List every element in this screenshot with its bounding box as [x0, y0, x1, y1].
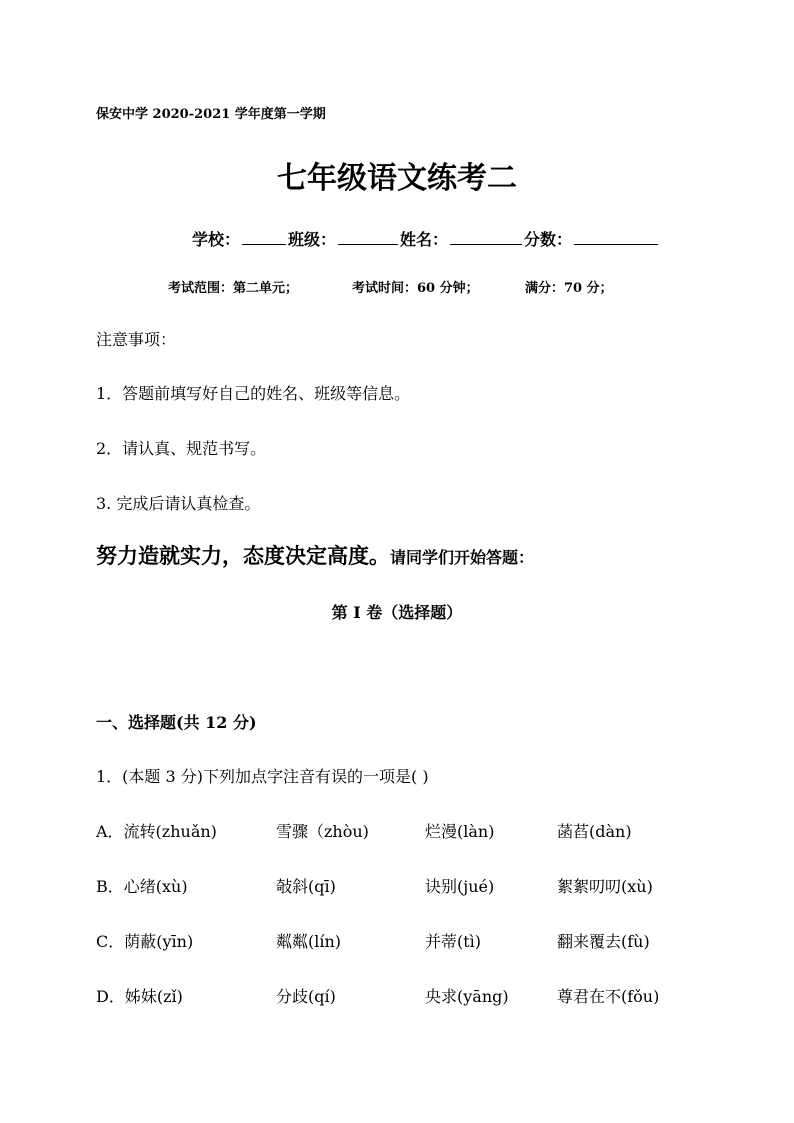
score-label: 分数：: [524, 230, 573, 249]
school-label: 学校：: [192, 230, 241, 249]
option-c-item-b: 粼粼(lín): [276, 932, 342, 951]
exam-time: 考试时间：60 分钟；: [352, 281, 479, 296]
exam-full-score: 满分：70 分；: [525, 281, 613, 296]
exam-title: 七年级语文练考二: [277, 161, 517, 196]
info-fields-row: [192, 227, 660, 250]
note-item: 3. 完成后请认真检查。: [96, 494, 261, 513]
class-blank[interactable]: [338, 228, 398, 245]
option-c-item-c: 并蒂(tì): [425, 932, 482, 951]
name-blank[interactable]: [450, 228, 522, 245]
option-a-label[interactable]: A．流转(zhuǎn): [96, 822, 217, 841]
score-blank[interactable]: [574, 228, 658, 245]
motto-main: 努力造就实力，态度决定高度。: [96, 543, 390, 568]
class-label: 班级：: [288, 230, 337, 249]
exam-scope: 考试范围：第二单元；: [168, 281, 299, 296]
option-a-item-c: 烂漫(làn): [425, 822, 495, 841]
option-a-item-d: 菡萏(dàn): [557, 822, 632, 841]
section-heading: 一、选择题(共 12 分): [96, 713, 257, 732]
school-term-line: 保安中学 2020-2021 学年度第一学期: [96, 107, 326, 122]
option-d-item-b: 分歧(qí): [276, 987, 336, 1006]
volume-title: 第 I 卷（选择题）: [331, 603, 463, 622]
note-item: 1．答题前填写好自己的姓名、班级等信息。: [96, 384, 411, 403]
notes-heading: 注意事项：: [96, 330, 177, 349]
option-d-item-c: 央求(yāng): [425, 987, 509, 1006]
option-b-item-c: 诀别(jué): [425, 877, 495, 896]
question-stem: 1．(本题 3 分)下列加点字注音有误的一项是( ): [96, 767, 429, 786]
motto-tail: 请同学们开始答题：: [390, 548, 535, 567]
note-item: 2．请认真、规范书写。: [96, 439, 267, 458]
option-d-label[interactable]: D．姊妹(zǐ): [96, 987, 183, 1006]
option-d-item-d: 尊君在不(fǒu): [557, 987, 660, 1006]
name-label: 姓名：: [400, 230, 449, 249]
option-c-item-d: 翻来覆去(fù): [557, 932, 650, 951]
option-b-item-d: 絮絮叨叨(xù): [557, 877, 653, 896]
option-b-label[interactable]: B．心绪(xù): [96, 877, 188, 896]
option-c-label[interactable]: C．荫蔽(yīn): [96, 932, 194, 951]
option-b-item-b: 敧斜(qī): [276, 877, 336, 896]
school-blank[interactable]: [242, 228, 286, 245]
motto-line: [96, 540, 534, 570]
option-a-item-b: 雪骤（zhòu): [276, 822, 369, 841]
